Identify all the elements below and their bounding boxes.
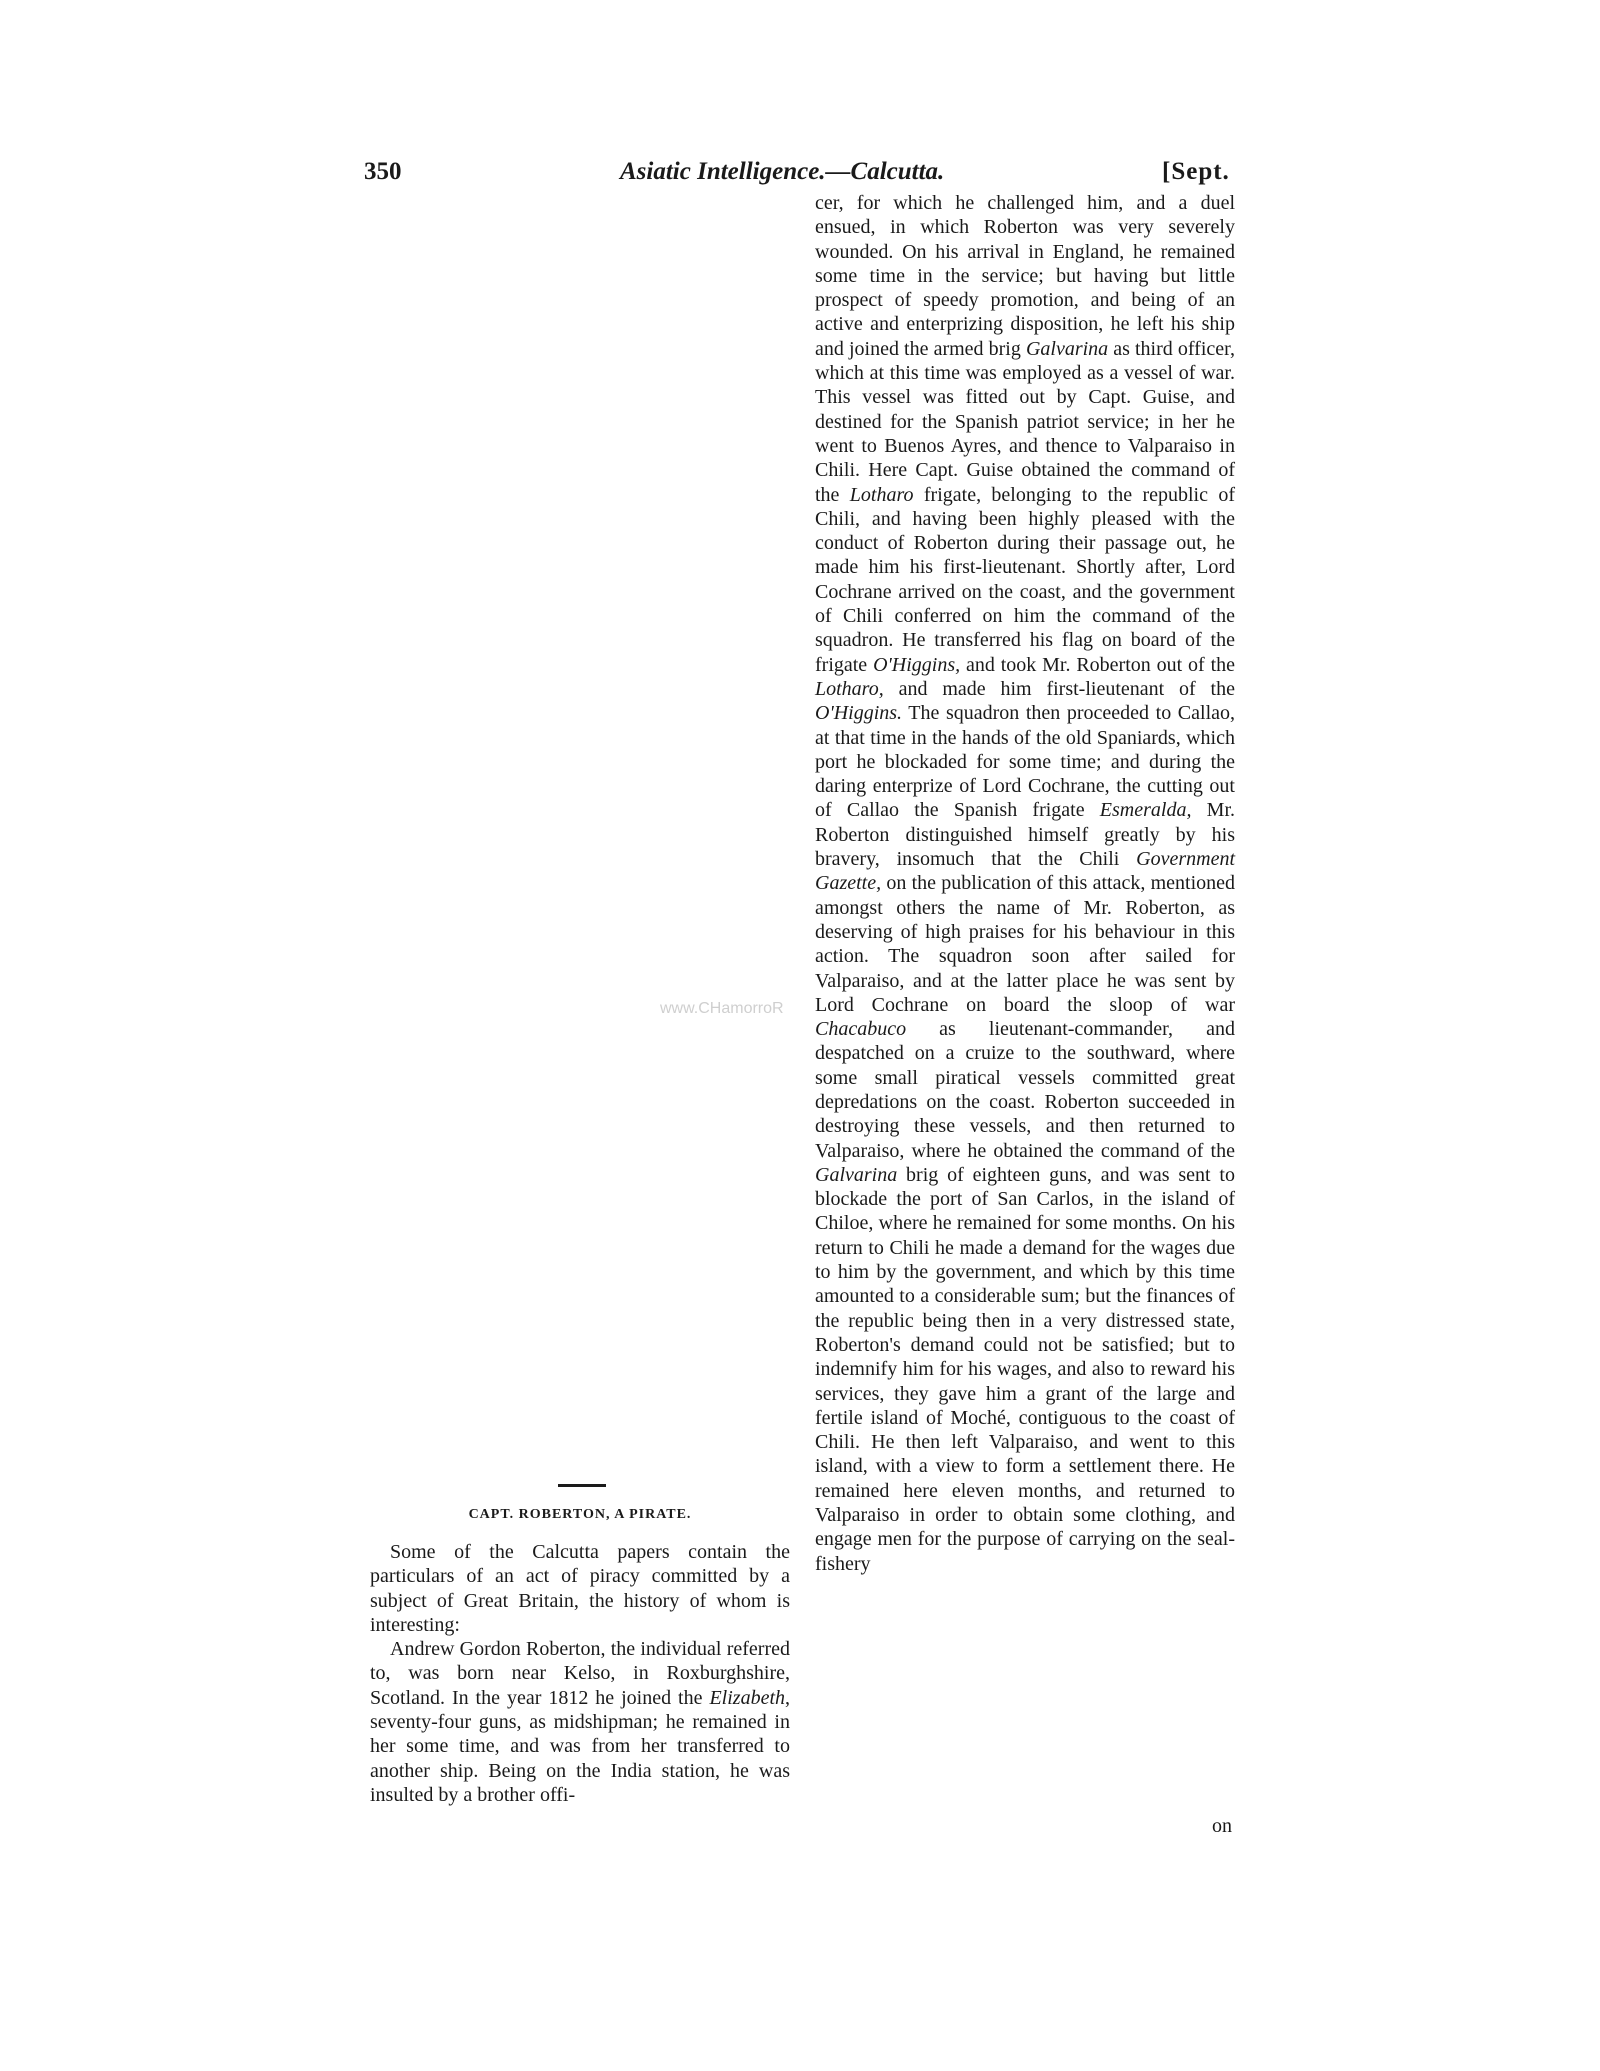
text-run: and made him first-lieutenant of the — [883, 677, 1235, 700]
ship-name: Galvarina — [815, 1163, 898, 1186]
ship-name: Esmeralda, — [1099, 799, 1192, 822]
publication-name: Government Gazette, — [815, 848, 1235, 895]
text-run: as third officer, which at this time was employed as a vessel of war. This vessel was fitted out by Capt. Guise, and destined for the Spanish patriot service; in her he went to Buenos Ayres, and thence to Valparaiso in Chili. Here Capt. Guise obtained the command of the — [815, 337, 1235, 506]
text-run: Mr. Roberton distinguished himself greatly by his bravery, insomuch that the Chili — [815, 799, 1236, 871]
ship-name: O'Higgins, — [873, 653, 961, 676]
text-run: cer, for which he challenged him, and a duel ensued, in which Roberton was very severely wounded. On his arrival in England, he remained some time in the service; but having but little prospect of speedy promotion, and being of an active and enterprizing disposition, he left his ship and joined the armed brig — [815, 192, 1235, 360]
text-run: frigate, belonging to the republic of Chili, and having been highly pleased with the conduct of Roberton during their passage out, he made him his first-lieutenant. Shortly after, Lord Cochrane arrived on the coast, and the government of Chili conferred on him the command of the squadron. He transferred his flag on board of the frigate — [815, 483, 1236, 676]
text-run: on the publication of this attack, mentioned amongst others the name of Mr. Roberton, as deserving of high praises for his behaviour in this action. The squadron soon after sailed for Valparaiso, and at the latter place he was sent by Lord Cochrane on board the sloop of war — [815, 872, 1235, 1016]
text-run: , seventy-four guns, as midshipman; he remained in her some time, and was from her transferred to another ship. Being on the India station, he was insulted by a brother offi- — [370, 1686, 790, 1806]
text-run: and took Mr. Roberton out of the — [960, 653, 1236, 676]
running-title: Asiatic Intelligence.—Calcutta. — [620, 158, 945, 185]
text-run: as lieutenant-commander, and despatched on a cruize to the southward, where some small piratical vessels committed great depredations on the coast. Roberton succeeded in destroying these vessels, and then returned to Valparaiso, where he obtained the command of the — [815, 1018, 1235, 1162]
paragraph — [370, 1637, 790, 1807]
text-run: brig of eighteen guns, and was sent to blockade the port of San Carlos, in the island of Chiloe, where he remained for some months. On his return to Chili he made a demand for the wages due to him by the government, and which by this time amounted to a considerable sum; but the finances of the republic being then in a very distressed state, Roberton's demand could not be satisfied; but to indemnify him for his wages, and also to reward his services, they gave him a grant of the large and fertile island of Moché, contiguous to the coast of Chili. He then left Valparaiso, and went to this island, with a view to form a settlement there. He remained here eleven months, and returned to Valparaiso in order to obtain some clothing, and engage men for the purpose of carrying on the seal-fishery — [815, 1163, 1235, 1575]
text-run: The squadron then proceeded to Callao, at that time in the hands of the old Spaniards, which port he blockaded for some time; and during the daring enterprize of Lord Cochrane, the cutting out of Callao the Spanish frigate — [815, 702, 1235, 822]
running-month: [Sept. — [1162, 158, 1230, 185]
ship-name: O'Higgins. — [815, 702, 903, 725]
right-column-text — [815, 191, 1235, 1576]
left-column-text — [370, 1540, 790, 1807]
text-run: Andrew Gordon Roberton, the individual referred to, was born near Kelso, in Roxburghshire, Scotland. In the year 1812 he joined the — [370, 1638, 790, 1709]
ship-name: Lotharo — [849, 483, 914, 506]
watermark: www.CHamorroR — [660, 1000, 784, 1017]
page-number: 350 — [364, 158, 402, 185]
paragraph: Some of the Calcutta papers contain the particulars of an act of piracy committed by a subject of Great Britain, the history of whom is interesting: — [370, 1541, 790, 1636]
section-heading: CAPT. ROBERTON, A PIRATE. — [468, 1507, 692, 1522]
section-divider — [558, 1484, 606, 1487]
catchword: on — [1212, 1815, 1232, 1837]
ship-name: Galvarina — [1025, 337, 1109, 360]
ship-name: Chacabuco — [815, 1018, 907, 1041]
ship-name: Lotharo, — [815, 677, 884, 700]
ship-name: Elizabeth — [709, 1686, 785, 1709]
